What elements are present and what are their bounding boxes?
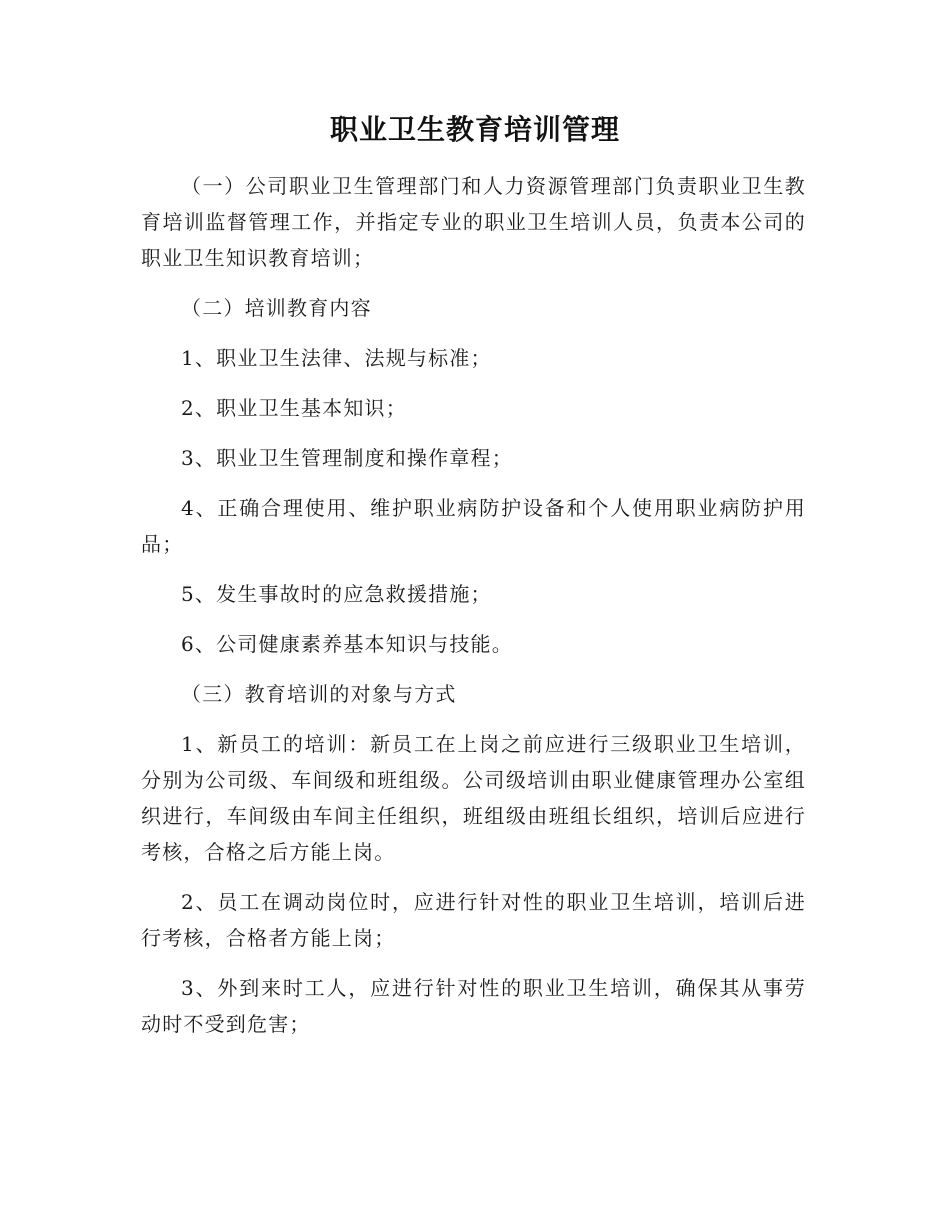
paragraph-item: 4、正确合理使用、维护职业病防护设备和个人使用职业病防护用品；: [141, 496, 806, 556]
paragraph-section-2-heading: （二）培训教育内容: [181, 296, 372, 320]
paragraph-item: 5、发生事故时的应急救援措施；: [181, 582, 492, 606]
document-body: [141, 168, 806, 1056]
paragraph-item: 2、职业卫生基本知识；: [181, 396, 407, 420]
paragraph-section-1: （一）公司职业卫生管理部门和人力资源管理部门负责职业卫生教育培训监督管理工作，并指定专业的职业卫生培训人员，负责本公司的职业卫生知识教育培训；: [141, 174, 806, 270]
paragraph-item: 3、职业卫生管理制度和操作章程；: [181, 446, 513, 470]
paragraph-item: 3、外到来时工人，应进行针对性的职业卫生培训，确保其从事劳动时不受到危害；: [141, 976, 806, 1036]
paragraph-item: 1、新员工的培训：新员工在上岗之前应进行三级职业卫生培训，分别为公司级、车间级和班组级。公司级培训由职业健康管理办公室组织进行，车间级由车间主任组织，班组级由班组长组织，培训后应进行考核，合格之后方能上岗。: [141, 732, 806, 864]
paragraph-section-3-heading: （三）教育培训的对象与方式: [181, 682, 457, 706]
paragraph-item: 2、员工在调动岗位时，应进行针对性的职业卫生培训，培训后进行考核，合格者方能上岗；: [141, 890, 806, 950]
document-title: 职业卫生教育培训管理: [329, 113, 620, 146]
paragraph-item: 6、公司健康素养基本知识与技能。: [181, 632, 513, 656]
paragraph-item: 1、职业卫生法律、法规与标准；: [181, 346, 492, 370]
